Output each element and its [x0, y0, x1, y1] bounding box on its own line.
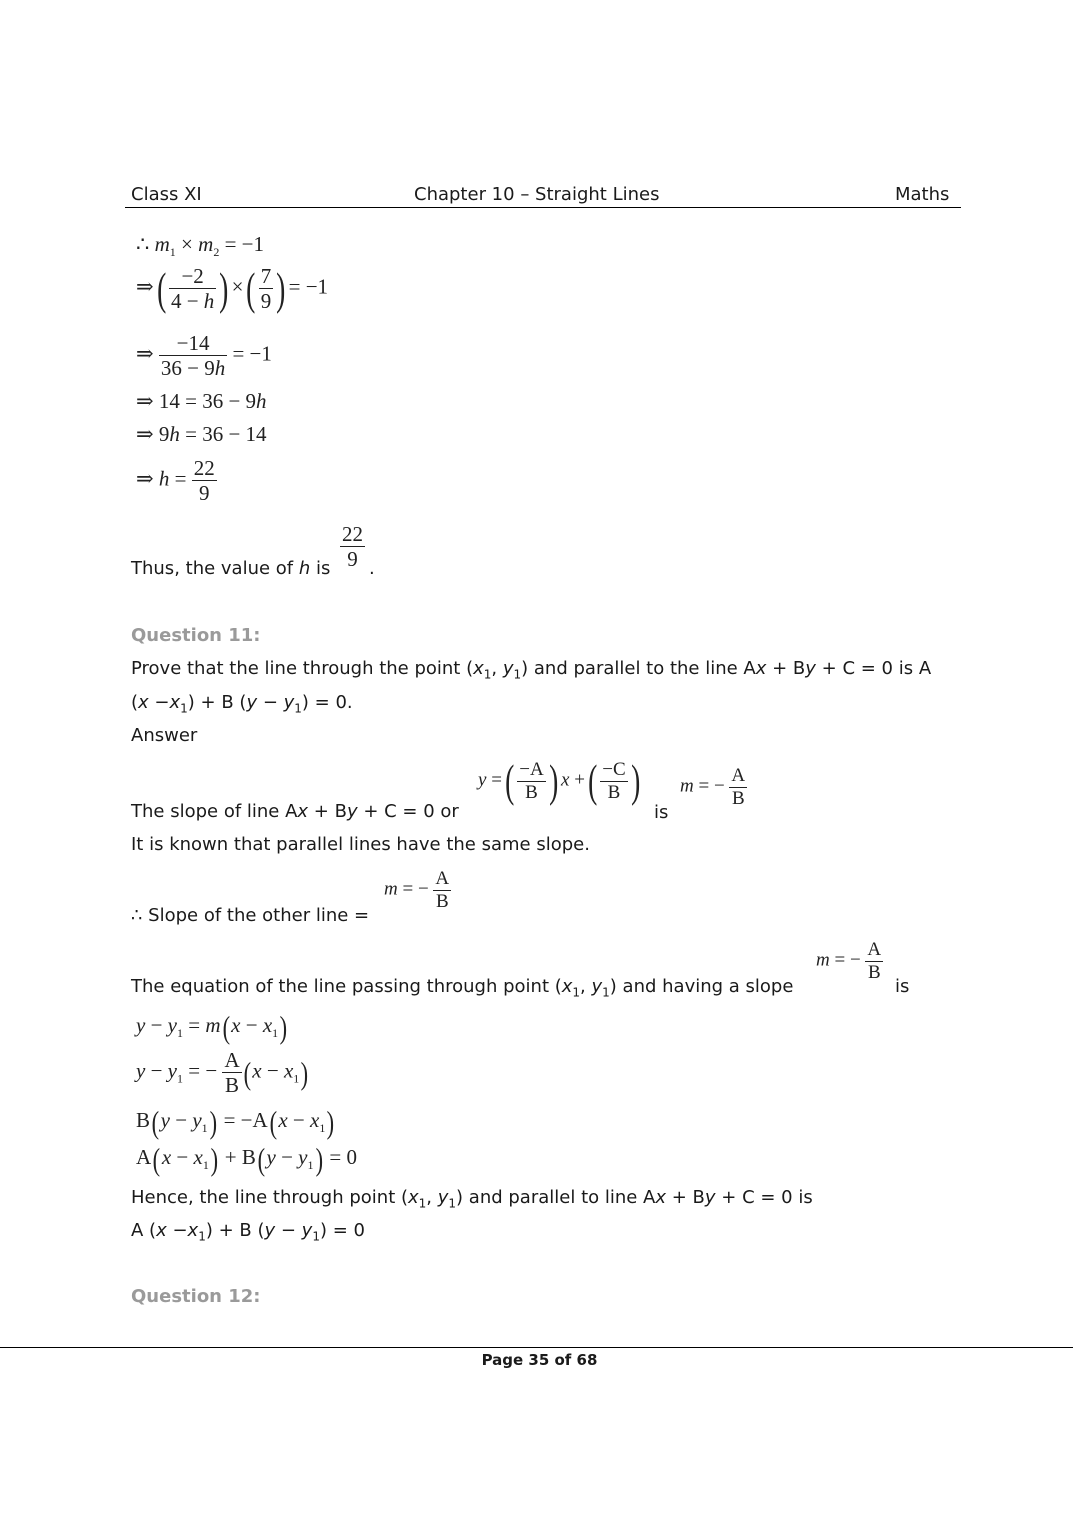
final-result: A $(x -x_1) + B$ $(y - y_1) = 0$ — [131, 1220, 365, 1244]
step-1: ∴ $m_1 \times m_2 = -1$ — [136, 232, 264, 260]
conclusion-period: . — [369, 558, 375, 579]
q11-step-3: $B(y - y_1) = -A(x - x_1)$ — [136, 1104, 335, 1140]
q11-step-4: $A(x - x_1) + B(y - y_1) = 0$ — [136, 1141, 357, 1177]
q12-heading: Question 12: — [131, 1286, 261, 1307]
header-subject: Maths — [895, 184, 950, 205]
step-5: ⇒ 9h = 36 − 14 — [136, 422, 267, 446]
line-eq-is: is — [895, 976, 910, 997]
slope-is: is — [654, 802, 669, 823]
footer-rule — [0, 1347, 1073, 1348]
q11-step-2: $y - y_1$ = − $\frac{A}{B}$ $(x - x_1)$ — [136, 1048, 309, 1098]
header-rule — [125, 207, 961, 208]
line-eq-slope: m = − $\frac{A}{B}$ — [816, 939, 882, 983]
q11-statement-line1: Prove that the line through the point ($x_1$, $y_1$) and parallel to the line Ax + By + C = 0 is A — [131, 658, 932, 682]
step-4: ⇒ 14 = 36 − 9h — [136, 389, 267, 413]
hence-text: Hence, the line through point ($x_1$, $y_1$) and parallel to line Ax + By + C = 0 is — [131, 1187, 813, 1211]
page-number: Page 35 of 68 — [481, 1351, 598, 1369]
answer-label: Answer — [131, 725, 198, 746]
q11-statement-line2: $(x -x_1) + B$ $(y - y_1) = 0$. — [131, 692, 353, 716]
q11-step-1: $y - y_1 = m(x - x_1)$ — [136, 1009, 288, 1045]
slope-text: The slope of line Ax + By + C = 0 or — [131, 801, 459, 822]
other-slope-value: m = − $\frac{A}{B}$ — [384, 868, 450, 912]
header-chapter: Chapter 10 – Straight Lines — [414, 184, 660, 205]
q11-heading: Question 11: — [131, 625, 261, 646]
other-slope-text: ∴ Slope of the other line = — [131, 905, 370, 926]
header-class: Class XI — [131, 184, 202, 205]
parallel-text: It is known that parallel lines have the same slope. — [131, 834, 590, 855]
step-2: ⇒( $\frac{-2}{4 - h}$ ) ×( $\frac{7}{9}$ ) = −1 — [136, 262, 329, 314]
slope-value: m = − $\frac{A}{B}$ — [680, 765, 746, 809]
line-eq-text: The equation of the line passing through point ($x_1$, $y_1$) and having a slope — [131, 976, 794, 1000]
conclusion-fraction: $\frac{22}{9}$ — [342, 522, 363, 572]
slope-equation: y =( $\frac{-A}{B}$ ) x +( $\frac{-C}{B}$ ) — [478, 755, 640, 806]
conclusion-text: Thus, the value of h is — [131, 558, 331, 579]
step-3: ⇒ $\frac{-14}{36 - 9h}$ = −1 — [136, 331, 272, 381]
step-6: ⇒ h = $\frac{22}{9}$ — [136, 456, 215, 506]
